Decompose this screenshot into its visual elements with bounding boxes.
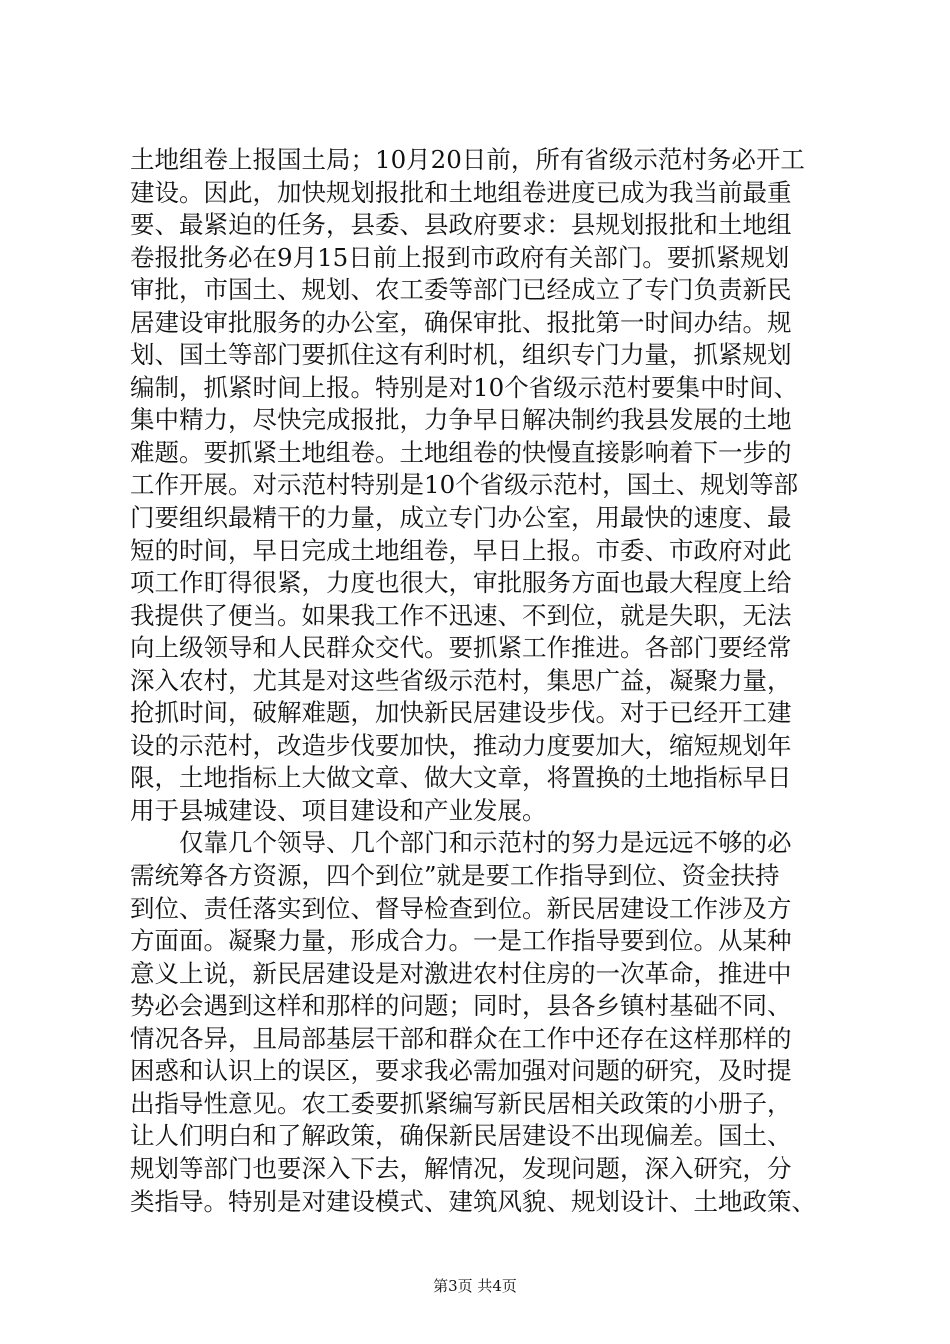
text-line: 限，土地指标上大做文章、做大文章，将置换的土地指标早日: [130, 763, 792, 793]
text-line: 卷报批务必在9月15日前上报到市政府有关部门。要抓紧规划: [130, 242, 790, 272]
text-line: 工作开展。对示范村特别是10个省级示范村，国土、规划等部: [130, 470, 799, 500]
text-line: 要、最紧迫的任务，县委、县政府要求：县规划报批和土地组: [130, 210, 792, 240]
text-line: 让人们明白和了解政策，确保新民居建设不出现偏差。国土、: [130, 1121, 792, 1151]
text-line: 建设。因此，加快规划报批和土地组卷进度已成为我当前最重: [130, 177, 792, 207]
text-line: 势必会遇到这样和那样的问题；同时，县各乡镇村基础不同、: [130, 991, 792, 1021]
text-line: 我提供了便当。如果我工作不迅速、不到位，就是失职，无法: [130, 600, 792, 630]
paragraph-2: [130, 827, 840, 1218]
body-text: [130, 144, 840, 1218]
text-line: 集中精力，尽快完成报批，力争早日解决制约我县发展的土地: [130, 405, 792, 435]
text-line: 用于县城建设、项目建设和产业发展。: [130, 795, 547, 825]
text-line: 深入农村，尤其是对这些省级示范村，集思广益，凝聚力量，: [130, 665, 792, 695]
text-line: 抢抓时间，破解难题，加快新民居建设步伐。对于已经开工建: [130, 698, 792, 728]
text-line: 意义上说，新民居建设是对激进农村住房的一次革命，推进中: [130, 958, 792, 988]
text-line: 难题。要抓紧土地组卷。土地组卷的快慢直接影响着下一步的: [130, 437, 792, 467]
text-line: 设的示范村，改造步伐要加快，推动力度要加大，缩短规划年: [130, 730, 792, 760]
text-line: 短的时间，早日完成土地组卷，早日上报。市委、市政府对此: [130, 535, 792, 565]
text-line: 向上级领导和人民群众交代。要抓紧工作推进。各部门要经常: [130, 633, 792, 663]
text-line: 需统筹各方资源，四个到位”就是要工作指导到位、资金扶持: [130, 861, 780, 891]
page-number-footer: 第3页 共4页: [433, 1277, 517, 1295]
text-line: 情况各异，且局部基层干部和群众在工作中还存在这样那样的: [130, 1023, 792, 1053]
text-line: 方面面。凝聚力量，形成合力。一是工作指导要到位。从某种: [130, 926, 792, 956]
text-line: 编制，抓紧时间上报。特别是对10个省级示范村要集中时间、: [130, 372, 799, 402]
text-line: 规划等部门也要深入下去，解情况，发现问题，深入研究，分: [130, 1153, 792, 1183]
text-line: 居建设审批服务的办公室，确保审批、报批第一时间办结。规: [130, 307, 792, 337]
text-line: 到位、责任落实到位、督导检查到位。新民居建设工作涉及方: [130, 893, 792, 923]
text-line: 项工作盯得很紧，力度也很大，审批服务方面也最大程度上给: [130, 568, 792, 598]
text-line: 审批，市国土、规划、农工委等部门已经成立了专门负责新民: [130, 275, 792, 305]
text-line: 土地组卷上报国土局；10月20日前，所有省级示范村务必开工: [130, 145, 805, 174]
text-line: 类指导。特别是对建设模式、建筑风貌、规划设计、土地政策、: [130, 1186, 816, 1216]
text-line: 仅靠几个领导、几个部门和示范村的努力是远远不够的必: [130, 828, 792, 858]
text-line: 困惑和认识上的误区，要求我必需加强对问题的研究，及时提: [130, 1056, 792, 1086]
text-line: 门要组织最精干的力量，成立专门办公室，用最快的速度、最: [130, 503, 792, 533]
text-line: 出指导性意见。农工委要抓紧编写新民居相关政策的小册子，: [130, 1088, 792, 1118]
paragraph-1: [130, 144, 840, 827]
text-line: 划、国土等部门要抓住这有利时机，组织专门力量，抓紧规划: [130, 340, 792, 370]
